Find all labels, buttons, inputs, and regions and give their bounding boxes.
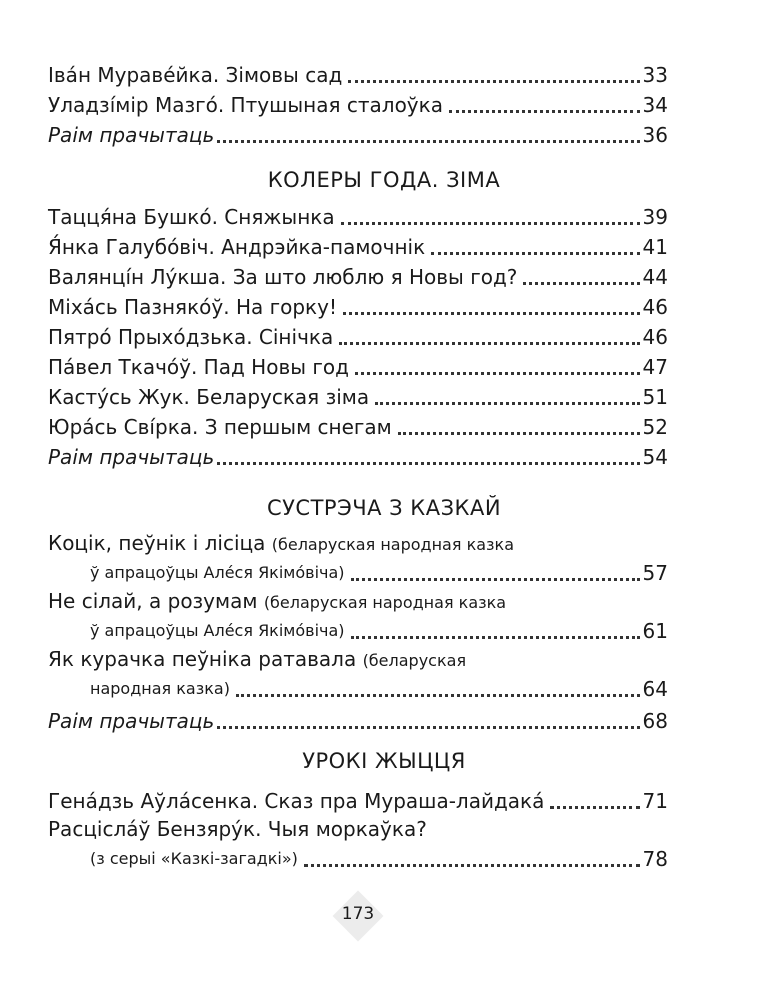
entry-title: Раім прачытаць [48, 445, 215, 469]
toc-entry-continuation[interactable] [90, 614, 668, 644]
page-number-badge [334, 892, 382, 940]
leader-dots [431, 238, 639, 255]
entry-title: Я́нка Галубо́віч. Андрэйка-памочнік [48, 235, 426, 259]
entry-title: Як курачка пеўніка ратавала [48, 647, 357, 671]
toc-entry[interactable] [48, 200, 668, 230]
entry-title: Касту́сь Жук. Беларуская зіма [48, 385, 370, 409]
entry-page: 78 [642, 847, 668, 871]
entry-page: 54 [642, 445, 668, 469]
toc-entry[interactable] [48, 260, 668, 290]
toc-entry-first-line[interactable] [48, 816, 427, 842]
toc-entry[interactable] [48, 784, 668, 814]
leader-dots [217, 712, 639, 729]
entry-page: 33 [642, 63, 668, 87]
section-heading: СУСТРЭЧА З КАЗКАЙ [266, 496, 502, 520]
leader-dots [550, 792, 639, 809]
leader-dots [449, 96, 640, 113]
toc-entry[interactable] [48, 704, 668, 734]
leader-dots [523, 268, 639, 285]
entry-page: 34 [642, 93, 668, 117]
entry-title: Па́вел Ткачо́ў. Пад Новы год [48, 355, 349, 379]
entry-page: 44 [642, 265, 668, 289]
leader-dots [375, 388, 639, 405]
entry-page: 71 [642, 789, 668, 813]
entry-note-cont: ў апрацоўцы Але́ся Якімо́віча) [90, 563, 345, 582]
entry-page: 68 [642, 709, 668, 733]
entry-note: (беларуская народная казка [271, 535, 515, 554]
entry-title: Коцік, пеўнік і лісіца [48, 531, 266, 555]
toc-entry-continuation[interactable] [90, 842, 668, 872]
entry-page: 41 [642, 235, 668, 259]
toc-entry-continuation[interactable] [90, 672, 668, 702]
section-heading: УРОКІ ЖЫЦЦЯ [302, 749, 466, 773]
entry-title: Раім прачытаць [48, 709, 215, 733]
toc-entry[interactable] [48, 230, 668, 260]
page-number: 173 [341, 904, 375, 924]
entry-note: (беларуская [362, 651, 467, 670]
entry-note: (беларуская народная казка [263, 593, 507, 612]
leader-dots [351, 622, 640, 639]
entry-title: Расціслáў Бензяру́к. Чыя моркаўка? [48, 817, 427, 841]
leader-dots [304, 850, 640, 867]
entry-page: 57 [642, 561, 668, 585]
entry-page: 61 [642, 619, 668, 643]
leader-dots [217, 126, 639, 143]
leader-dots [351, 564, 640, 581]
entry-title: Раім прачытаць [48, 123, 215, 147]
toc-entry-first-line[interactable] [48, 588, 506, 616]
toc-entry[interactable] [48, 320, 668, 350]
entry-note-cont: ў апрацоўцы Але́ся Якімо́віча) [90, 621, 345, 640]
entry-title: Гена́дзь Аўла́сенка. Сказ пра Мураша-лайдака́ [48, 789, 545, 813]
entry-note-cont: (з серыі «Казкі-загадкі») [90, 849, 298, 868]
leader-dots [398, 418, 640, 435]
entry-page: 64 [642, 677, 668, 701]
entry-title: Юра́сь Сві́рка. З першым снегам [48, 415, 392, 439]
toc-entry[interactable] [48, 410, 668, 440]
toc-entry-first-line[interactable] [48, 646, 466, 674]
entry-title: Не сілай, а розумам [48, 589, 258, 613]
entry-page: 46 [642, 295, 668, 319]
entry-title: Міха́сь Пазняко́ў. На горку! [48, 295, 337, 319]
entry-page: 39 [642, 205, 668, 229]
toc-entry[interactable] [48, 290, 668, 320]
entry-page: 52 [642, 415, 668, 439]
entry-note-cont: народная казка) [90, 679, 230, 698]
leader-dots [236, 680, 640, 697]
toc-entry[interactable] [48, 350, 668, 380]
leader-dots [348, 66, 639, 83]
leader-dots [217, 448, 639, 465]
toc-entry-continuation[interactable] [90, 556, 668, 586]
entry-title: Валянці́н Лу́кша. За што люблю я Новы год? [48, 265, 518, 289]
entry-title: Пятро́ Прыхо́дзька. Сінічка [48, 325, 334, 349]
entry-page: 36 [642, 123, 668, 147]
entry-page: 46 [642, 325, 668, 349]
leader-dots [355, 358, 640, 375]
toc-entry[interactable] [48, 118, 668, 148]
entry-title: Уладзі́мір Мазго́. Птушыная сталоўка [48, 93, 443, 117]
entry-title: Тацця́на Бушко́. Сняжынка [48, 205, 335, 229]
leader-dots [341, 208, 640, 225]
section-heading: КОЛЕРЫ ГОДА. ЗІМА [267, 168, 501, 192]
toc-entry[interactable] [48, 440, 668, 470]
entry-page: 51 [642, 385, 668, 409]
toc-entry[interactable] [48, 88, 668, 118]
leader-dots [339, 328, 639, 345]
entry-page: 47 [642, 355, 668, 379]
toc-entry[interactable] [48, 58, 668, 88]
toc-entry[interactable] [48, 380, 668, 410]
toc-entry-first-line[interactable] [48, 530, 514, 558]
leader-dots [343, 298, 640, 315]
entry-title: Іва́н Мураве́йка. Зімовы сад [48, 63, 343, 87]
